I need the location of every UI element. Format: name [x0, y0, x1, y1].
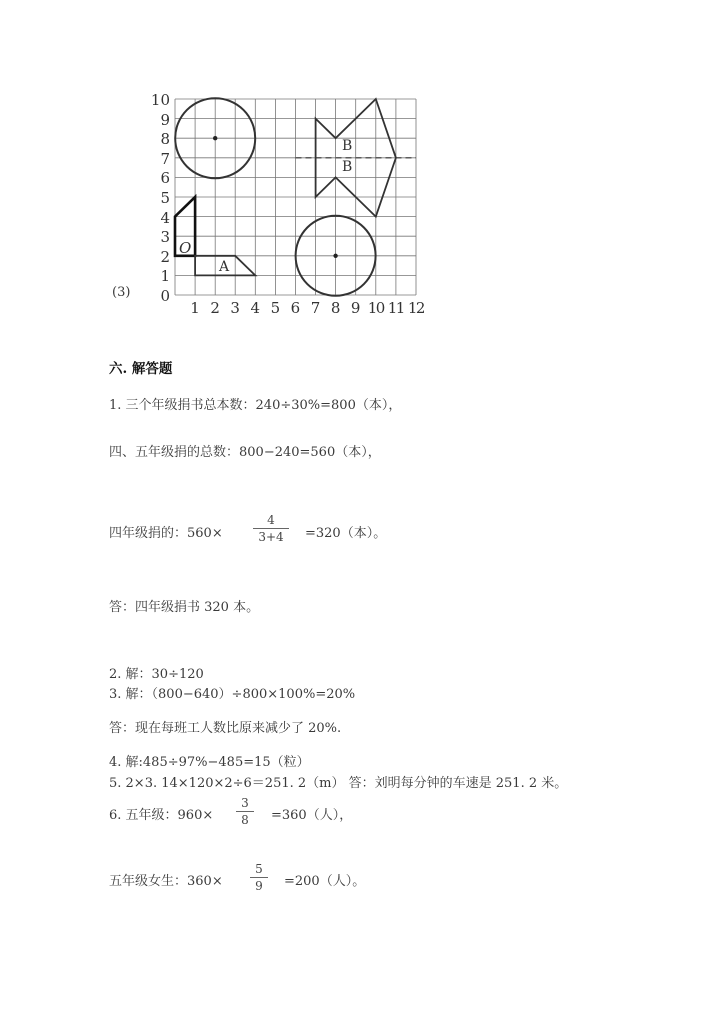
x-tick-8: 8 — [330, 299, 341, 317]
fraction-denominator: 8 — [241, 813, 249, 827]
x-tick-12: 12 — [407, 299, 424, 317]
label-b-top: B — [342, 138, 353, 154]
answer-1-line-3-suffix: =320（本）。 — [305, 526, 387, 541]
y-tick-6: 6 — [160, 169, 170, 188]
fraction-3-over-8 — [236, 796, 254, 827]
label-o: O — [179, 239, 192, 257]
section-title: 六. 解答题 — [109, 361, 173, 377]
y-tick-2: 2 — [160, 247, 170, 266]
y-tick-1: 1 — [160, 267, 170, 286]
x-tick-7: 7 — [310, 299, 321, 317]
y-tick-8: 8 — [160, 130, 170, 149]
y-tick-5: 5 — [160, 188, 170, 207]
answer-6-line-1-suffix: =360（人）， — [271, 808, 353, 823]
y-tick-7: 7 — [160, 149, 170, 168]
answer-1-line-3-prefix: 四年级捐的：560× — [109, 526, 223, 541]
x-tick-10: 10 — [367, 299, 384, 317]
y-tick-10: 10 — [150, 91, 170, 109]
y-tick-9: 9 — [160, 110, 170, 129]
y-tick-3: 3 — [160, 228, 170, 247]
answer-6-line-2-prefix: 五年级女生：360× — [109, 874, 223, 889]
x-tick-4: 4 — [250, 299, 261, 317]
answer-5: 5. 2×3. 14×120×2÷6＝251. 2（m） 答：刘明每分钟的车速是 251. 2 米。 — [109, 776, 568, 791]
answer-1-line-2: 四、五年级捐的总数：800−240=560（本）， — [109, 445, 381, 460]
answer-1-conclusion: 答：四年级捐书 320 本。 — [109, 600, 260, 615]
fraction-5-over-9 — [250, 862, 268, 893]
x-tick-2: 2 — [210, 299, 220, 317]
fraction-bar — [253, 528, 289, 529]
answer-1-line-1: 1. 三个年级捐书总本数：240÷30%=800（本）， — [109, 398, 402, 413]
answer-2: 2. 解：30÷120 — [109, 667, 204, 682]
grid-lines — [175, 99, 416, 295]
answer-3-conclusion: 答：现在每班工人数比原来减少了 20%. — [109, 721, 342, 736]
fraction-denominator: 3+4 — [258, 530, 284, 544]
answer-6-line-1-prefix: 6. 五年级：960× — [109, 808, 214, 823]
center-dot-upper — [213, 136, 217, 140]
x-tick-6: 6 — [290, 299, 301, 317]
fraction-numerator: 5 — [255, 862, 263, 876]
fraction-numerator: 4 — [267, 513, 275, 527]
x-tick-3: 3 — [230, 299, 240, 317]
x-axis-labels — [185, 299, 426, 317]
fraction-numerator: 3 — [241, 796, 249, 810]
y-tick-0: 0 — [160, 286, 170, 305]
x-tick-9: 9 — [350, 299, 361, 317]
fraction-4-over-7 — [253, 513, 289, 544]
y-tick-4: 4 — [160, 208, 170, 227]
figure-label: (3) — [112, 285, 131, 300]
label-a: A — [219, 259, 230, 275]
answer-6-line-2-suffix: =200（人）。 — [284, 874, 366, 889]
answer-4: 4. 解:485÷97%−485=15（粒） — [109, 755, 310, 770]
x-tick-11: 11 — [387, 299, 404, 317]
label-b-bottom: B — [342, 159, 353, 175]
center-dot-lower — [333, 254, 337, 258]
x-tick-5: 5 — [270, 299, 281, 317]
fraction-bar — [250, 877, 268, 878]
y-axis-labels — [148, 91, 170, 307]
answer-3: 3. 解：（800−640）÷800×100%=20% — [109, 687, 356, 702]
x-tick-1: 1 — [190, 299, 200, 317]
fraction-bar — [236, 811, 254, 812]
coordinate-grid-figure — [0, 0, 720, 330]
fraction-denominator: 9 — [255, 879, 263, 893]
